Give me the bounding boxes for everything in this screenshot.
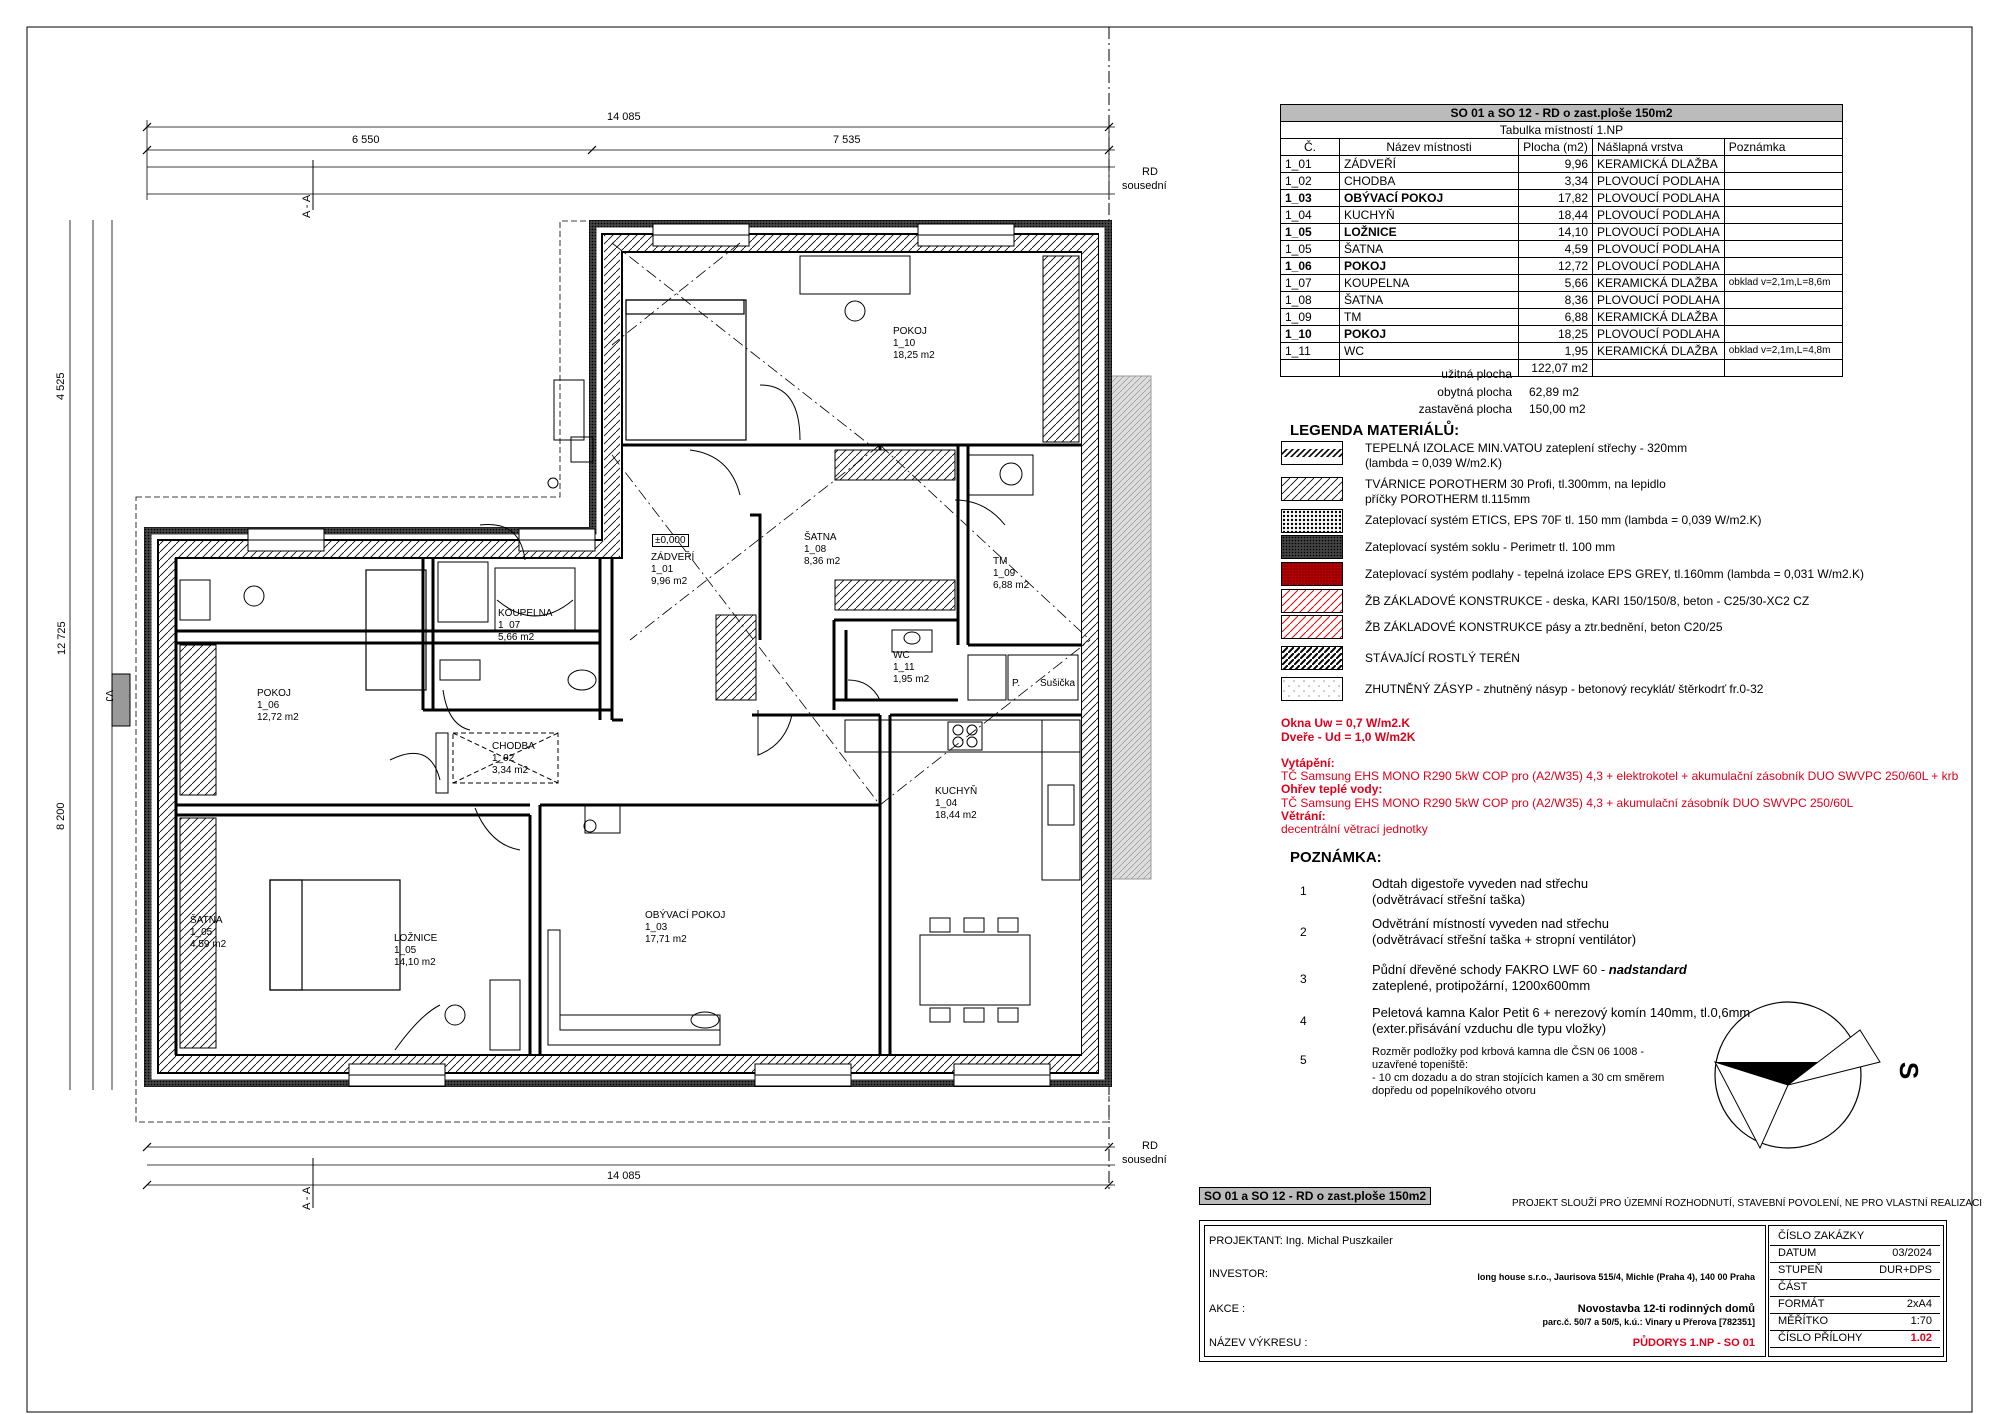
dryer-label: Sušička <box>1040 678 1076 689</box>
title-banner: SO 01 a SO 12 - RD o zast.ploše 150m2 <box>1199 1187 1431 1205</box>
doors-value: Dveře - Ud = 1,0 W/m2K <box>1281 730 1416 744</box>
hotwater-text: TČ Samsung EHS MONO R290 5kW COP pro (A2/W35) 4,3 + akumulační zásobník DUO SWVPC 250/60L <box>1281 796 1854 810</box>
title-field-label: ČÍSLO PŘÍLOHY <box>1778 1332 1863 1344</box>
title-field-label: DATUM <box>1778 1247 1817 1259</box>
room-table-body <box>1281 156 1843 360</box>
built-label: zastavěná plocha <box>1418 402 1512 416</box>
note-number-3: 3 <box>1300 972 1307 986</box>
neighbor-label-bottom: RD <box>1142 1140 1158 1152</box>
room-label-tm: TM 1_09 6,88 m2 <box>993 556 1030 591</box>
neighbor-label-top-2: sousední <box>1122 180 1167 192</box>
chimney-marker <box>112 674 130 726</box>
room-label-pokoj-1-06: POKOJ 1_06 12,72 m2 <box>257 688 299 723</box>
investor-label: INVESTOR: <box>1209 1268 1269 1280</box>
legend-title: LEGENDA MATERIÁLŮ: <box>1290 422 1460 439</box>
room-table-row: 1_09 TM 6,88 KERAMICKÁ DLAŽBA <box>1281 309 1843 326</box>
legend-swatch-slab <box>1281 589 1343 613</box>
title-field-label: STUPEŇ <box>1778 1264 1823 1276</box>
legend-item-7: ŽB ZÁKLADOVÉ KONSTRUKCE pásy a ztr.bednění, beton C20/25 <box>1365 620 1723 634</box>
note-1: Odtah digestoře vyveden nad střechu (odvětrávací střešní taška) <box>1372 876 1589 907</box>
room-label-pokoj-1-10: POKOJ 1_10 18,25 m2 <box>893 326 935 361</box>
dim-left-upper: 4 525 <box>55 372 67 400</box>
room-label-satna-1-08: ŠATNA 1_08 8,36 m2 <box>804 532 841 567</box>
section-mark-bottom: A - A <box>301 1186 313 1210</box>
note-number-5: 5 <box>1300 1053 1307 1067</box>
north-label: S <box>1894 1061 1925 1080</box>
note-number-4: 4 <box>1300 1014 1307 1028</box>
notes-title: POZNÁMKA: <box>1290 849 1382 866</box>
room-label-koupelna: KOUPELNA 1_07 5,66 m2 <box>498 608 553 643</box>
section-mark-top: A - A <box>301 194 313 218</box>
dim-left-overall: 12 725 <box>56 621 68 655</box>
room-label-wc: WC 1_11 1,95 m2 <box>893 650 930 685</box>
room-table-subtitle: Tabulka místností 1.NP <box>1281 122 1843 139</box>
room-table-row: 1_07 KOUPELNA 5,66 KERAMICKÁ DLAŽBA obklad v=2,1m,L=8,6m <box>1281 275 1843 292</box>
neighbor-label-bottom-2: sousední <box>1122 1154 1167 1166</box>
room-schedule-table <box>1280 104 1843 377</box>
room-table-row: 1_05 LOŽNICE 14,10 PLOVOUCÍ PODLAHA <box>1281 224 1843 241</box>
usable-label: užitná plocha <box>1441 367 1512 381</box>
legend-swatch-backfill <box>1281 677 1343 701</box>
action-parcel: parc.č. 50/7 a 50/5, k.ú.: Vinary u Přerova [782351] <box>1542 1317 1755 1327</box>
heating-label: Vytápění: <box>1281 756 1335 770</box>
ventilation-label: Větrání: <box>1281 809 1326 823</box>
dim-left-lower: 8 200 <box>55 802 67 830</box>
title-field-divider <box>1770 1279 1940 1280</box>
note-4: Peletová kamna Kalor Petit 6 + nerezový komín 140mm, tl.0,6mm (exter.přisávání vzduchu dle typu vložky) <box>1372 1005 1751 1036</box>
living-value: 62,89 m2 <box>1529 385 1580 399</box>
title-field-divider <box>1770 1296 1940 1297</box>
title-field-value: 03/2024 <box>1892 1247 1932 1259</box>
legend-item-2: TVÁRNICE POROTHERM 30 Profi, tl.300mm, na lepidlo příčky POROTHERM tl.115mm <box>1365 477 1666 506</box>
legend-item-4: Zateplovací systém soklu - Perimetr tl. 100 mm <box>1365 540 1616 554</box>
note-5: Rozměr podložky pod krbová kamna dle ČSN 06 1008 - uzavřené topeniště: - 10 cm dozadu a do stran stojících kamen a 30 cm směrem dopředu od popelníkového otvoru <box>1372 1046 1665 1097</box>
ventilation-text: decentrální větrací jednotky <box>1281 822 1428 836</box>
title-field-value: 1:70 <box>1910 1315 1932 1327</box>
title-field-divider <box>1770 1262 1940 1263</box>
room-table-row: 1_02 CHODBA 3,34 PLOVOUCÍ PODLAHA <box>1281 173 1843 190</box>
title-field-value: 2xA4 <box>1906 1298 1932 1310</box>
neighbor-label-top: RD <box>1142 166 1158 178</box>
dim-top-right: 7 535 <box>833 134 861 146</box>
level-mark: ±0,000 <box>652 534 689 547</box>
room-label-kuchyn: KUCHYŇ 1_04 18,44 m2 <box>935 786 978 821</box>
room-label-satna-1-05: ŠATNA 1_05 4,59 m2 <box>190 915 227 950</box>
chimney-label: VJ <box>103 690 114 702</box>
title-field-label: FORMÁT <box>1778 1298 1825 1310</box>
legend-swatch-porotherm <box>1281 477 1343 501</box>
title-field-divider <box>1770 1245 1940 1246</box>
room-table-row: 1_10 POKOJ 18,25 PLOVOUCÍ PODLAHA <box>1281 326 1843 343</box>
legend-swatch-terrain <box>1281 646 1343 670</box>
legend-item-1: TEPELNÁ IZOLACE MIN.VATOU zateplení střechy - 320mm (lambda = 0,039 W/m2.K) <box>1365 441 1688 470</box>
living-label: obytná plocha <box>1437 385 1512 399</box>
legend-item-5: Zateplovací systém podlahy - tepelná izolace EPS GREY, tl.160mm (lambda = 0,031 W/m2.K) <box>1365 567 1865 581</box>
title-field-divider <box>1770 1313 1940 1314</box>
title-field-label: MĚŘÍTKO <box>1778 1315 1829 1327</box>
dim-top-left: 6 550 <box>352 134 380 146</box>
investor: long house s.r.o., Jaurisova 515/4, Michle (Praha 4), 140 00 Praha <box>1477 1272 1755 1282</box>
room-table-header: Č. Název místnosti Plocha (m2) Nášlapná vrstva Poznámka <box>1281 139 1843 156</box>
room-label-obyvaci-pokoj: OBÝVACÍ POKOJ 1_03 17,71 m2 <box>645 910 726 945</box>
room-table-usable: 122,07 m2 <box>1281 360 1843 377</box>
built-value: 150,00 m2 <box>1529 402 1586 416</box>
note-3: Půdní dřevěné schody FAKRO LWF 60 - nadstandard zateplené, protipožární, 1200x600mm <box>1372 962 1687 993</box>
legend-item-3: Zateplovací systém ETICS, EPS 70F tl. 150 mm (lambda = 0,039 W/m2.K) <box>1365 513 1762 527</box>
room-table-row: 1_06 POKOJ 12,72 PLOVOUCÍ PODLAHA <box>1281 258 1843 275</box>
heating-text: TČ Samsung EHS MONO R290 5kW COP pro (A2/W35) 4,3 + elektrokotel + akumulační zásobník DUO SWVPC 250/60L + krb <box>1281 769 1959 783</box>
disclaimer: PROJEKT SLOUŽÍ PRO ÚZEMNÍ ROZHODNUTÍ, STAVEBNÍ POVOLENÍ, NE PRO VLASTNÍ REALIZACI <box>1512 1198 1983 1209</box>
room-table-row: 1_05 ŠATNA 4,59 PLOVOUCÍ PODLAHA <box>1281 241 1843 258</box>
legend-swatch-sokl <box>1281 535 1343 559</box>
legend-item-9: ZHUTNĚNÝ ZÁSYP - zhutněný násyp - betonový recyklát/ štěrkodrť fr.0-32 <box>1365 682 1764 696</box>
title-field-divider <box>1770 1347 1940 1348</box>
room-table-title: SO 01 a SO 12 - RD o zast.ploše 150m2 <box>1281 105 1843 122</box>
room-label-loznice: LOŽNICE 1_05 14,10 m2 <box>394 933 438 968</box>
title-field-label: ČÁST <box>1778 1281 1808 1293</box>
neighbor-house <box>1109 376 1151 879</box>
dim-overall-bottom: 14 085 <box>607 1170 641 1182</box>
legend-swatch-etics <box>1281 509 1343 533</box>
room-table-row: 1_11 WC 1,95 KERAMICKÁ DLAŽBA obklad v=2,1m,L=4,8m <box>1281 343 1843 360</box>
legend-item-6: ŽB ZÁKLADOVÉ KONSTRUKCE - deska, KARI 150/150/8, beton - C25/30-XC2 CZ <box>1365 594 1810 608</box>
room-label-chodba: CHODBA 1_02 3,34 m2 <box>492 741 535 776</box>
windows-value: Okna Uw = 0,7 W/m2.K <box>1281 716 1411 730</box>
designer: PROJEKTANT: Ing. Michal Puszkailer <box>1209 1235 1393 1247</box>
title-field-value: DUR+DPS <box>1879 1264 1932 1276</box>
note-number-1: 1 <box>1300 884 1307 898</box>
drawing-name: PŮDORYS 1.NP - SO 01 <box>1632 1337 1755 1349</box>
room-table-row: 1_08 ŠATNA 8,36 PLOVOUCÍ PODLAHA <box>1281 292 1843 309</box>
hotwater-label: Ohřev teplé vody: <box>1281 782 1383 796</box>
note-number-2: 2 <box>1300 925 1307 939</box>
title-field-divider <box>1770 1330 1940 1331</box>
title-field-value: 1.02 <box>1910 1332 1932 1344</box>
legend-swatch-strips <box>1281 615 1343 639</box>
room-table-row: 1_03 OBÝVACÍ POKOJ 17,82 PLOVOUCÍ PODLAHA <box>1281 190 1843 207</box>
drawing-label: NÁZEV VÝKRESU : <box>1209 1337 1308 1349</box>
legend-item-8: STÁVAJÍCÍ ROSTLÝ TERÉN <box>1365 651 1520 665</box>
dryer-marker: P. <box>1012 678 1021 689</box>
legend-swatch-floor-insulation <box>1281 562 1343 586</box>
dim-overall-top: 14 085 <box>607 111 641 123</box>
legend-swatch-mineral-wool <box>1281 441 1343 465</box>
room-table-row: 1_01 ZÁDVEŘÍ 9,96 KERAMICKÁ DLAŽBA <box>1281 156 1843 173</box>
room-table-row: 1_04 KUCHYŇ 18,44 PLOVOUCÍ PODLAHA <box>1281 207 1843 224</box>
room-label-zadveri: ZÁDVEŘÍ 1_01 9,96 m2 <box>651 552 695 587</box>
action-label: AKCE : <box>1209 1303 1246 1315</box>
title-field-label: ČÍSLO ZAKÁZKY <box>1778 1230 1865 1242</box>
action-title: Novostavba 12-ti rodinných domů <box>1577 1303 1755 1315</box>
note-2: Odvětrání místností vyveden nad střechu (odvětrávací střešní taška + stropní ventilátor) <box>1372 916 1637 947</box>
